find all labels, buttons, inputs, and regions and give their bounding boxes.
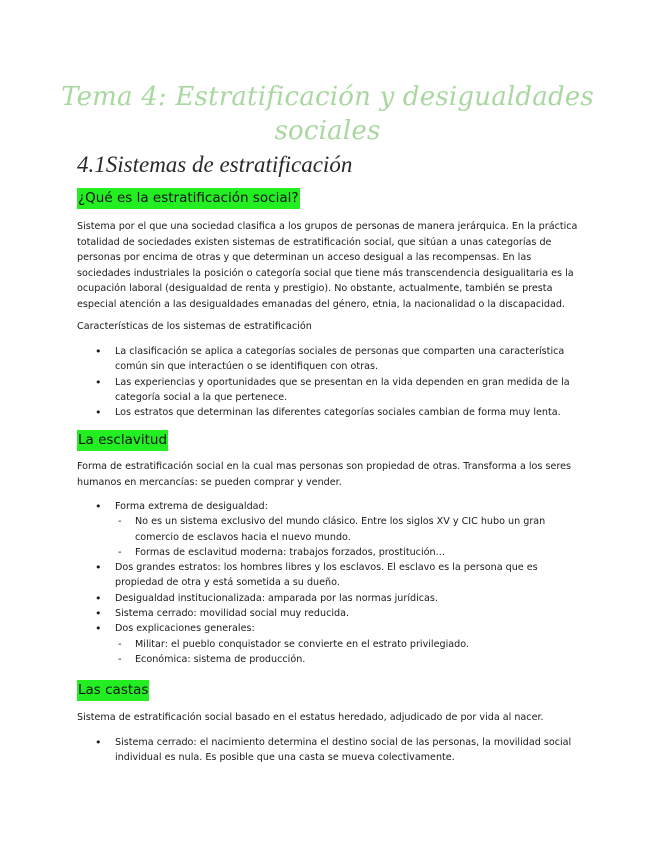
sub-list — [115, 637, 575, 668]
list-item-text: Dos explicaciones generales: — [115, 623, 255, 635]
section-heading: 4.1Sistemas de estratificación — [77, 152, 353, 177]
list-item: • Sistema cerrado: movilidad social muy reducida. — [95, 606, 575, 621]
sub-list-item: - Militar: el pueblo conquistador se convierte en el estrato privilegiado. — [115, 637, 575, 652]
list-item: • La clasificación se aplica a categorías sociales de personas que comparten una característica común sin que interactúen o se identifiquen con otras. — [95, 344, 575, 375]
sub-list — [115, 514, 575, 560]
title-line-2: sociales — [274, 116, 381, 146]
document-title — [60, 80, 595, 148]
list-item: • Dos grandes estratos: los hombres libres y los esclavos. El esclavo es la persona que es propiedad de otra y está sometida a su dueño. — [95, 560, 575, 591]
slavery-list — [95, 499, 575, 667]
list-item: • Sistema cerrado: el nacimiento determina el destino social de las personas, la movilidad social individual es nula. Es posible que una casta se mueva colectivamente. — [95, 735, 575, 766]
list-item — [95, 621, 575, 667]
highlight-heading-slavery: La esclavitud — [77, 430, 168, 451]
list-item: • Desigualdad institucionalizada: amparada por las normas jurídicas. — [95, 591, 575, 606]
sub-list-item: - Económica: sistema de producción. — [115, 652, 575, 667]
paragraph-castes: Sistema de estratificación social basado en el estatus heredado, adjudicado de por vida al nacer. — [77, 712, 544, 723]
title-line-1: Tema 4: Estratificación y desigualdades — [61, 82, 594, 112]
castes-list — [95, 735, 575, 766]
list-item: • Los estratos que determinan las diferentes categorías sociales cambian de forma muy lenta. — [95, 405, 575, 420]
sub-list-item: - Formas de esclavitud moderna: trabajos forzados, prostitución… — [115, 545, 575, 560]
paragraph-characteristics-intro: Características de los sistemas de estratificación — [77, 321, 312, 332]
list-item — [95, 499, 575, 560]
paragraph-definition: Sistema por el que una sociedad clasifica a los grupos de personas de manera jerárquica. En la práctica totalidad de sociedades existen sistemas de estratificación social, que sitúan a unas categorías de personas por encima de otras y que determinan un acceso desigual a las recompensas. En las sociedades industriales la posición o categoría social que tiene más transcendencia desigualitaria es la ocupación laboral (desigualdad de renta y prestigio). No obstante, actualmente, también se presta especial atención a las desigualdades emanadas del género, etnia, la nacionalidad o la discapacidad. — [77, 221, 578, 310]
sub-list-item: - No es un sistema exclusivo del mundo clásico. Entre los siglos XV y CIC hubo un gran comercio de esclavos hacia el nuevo mundo. — [115, 514, 575, 545]
highlight-heading-stratification: ¿Qué es la estratificación social? — [77, 188, 300, 209]
highlight-heading-castes: Las castas — [77, 680, 149, 701]
list-item-text: Forma extrema de desigualdad: — [115, 501, 268, 512]
characteristics-list — [95, 344, 575, 420]
paragraph-slavery: Forma de estratificación social en la cual mas personas son propiedad de otras. Transforma a los seres humanos en mercancías: se pueden comprar y vender. — [77, 461, 571, 488]
list-item: • Las experiencias y oportunidades que se presentan en la vida dependen en gran medida de la categoría social a la que pertenece. — [95, 375, 575, 406]
